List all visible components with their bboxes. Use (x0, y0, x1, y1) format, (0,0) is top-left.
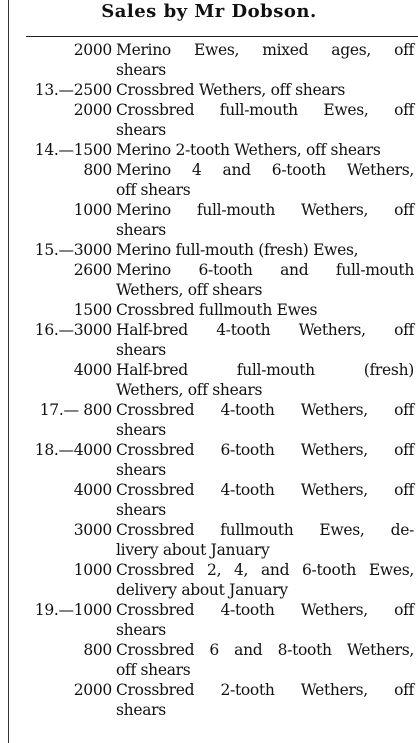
sale-description (112, 100, 418, 140)
sale-description (112, 480, 418, 520)
sale-entry (0, 80, 418, 100)
sale-description-line: Crossbred 2, 4, and 6-tooth Ewes, (116, 561, 414, 579)
sale-description-continuation: off shears (116, 181, 191, 199)
sale-description (112, 640, 418, 680)
sale-entry (0, 300, 418, 320)
sale-description-line: Merino full-mouth Wethers, off (116, 201, 414, 219)
sale-description-continuation: Wethers, off shears (116, 381, 263, 399)
sale-entry (0, 320, 418, 360)
sale-description (112, 260, 418, 300)
sale-description-line: Merino 4 and 6-tooth Wethers, (116, 161, 414, 179)
sale-description-line: Crossbred 4-tooth Wethers, off (116, 481, 414, 499)
sale-quantity: 2000 (73, 681, 112, 699)
sale-entry (0, 680, 418, 720)
sale-quantity: 14.—1500 (34, 141, 112, 159)
sale-description-line: Crossbred Wethers, off shears (116, 81, 346, 99)
sale-description-line: Merino 6-tooth and full-mouth (116, 261, 414, 279)
sale-description (112, 320, 418, 360)
sale-entry (0, 640, 418, 680)
sales-list (0, 40, 418, 720)
sale-quantity: 3000 (73, 521, 112, 539)
sale-entry (0, 520, 418, 560)
sale-description-continuation: shears (116, 121, 166, 139)
sale-description-continuation: shears (116, 701, 166, 719)
sale-entry (0, 560, 418, 600)
sale-quantity: 18.—4000 (34, 441, 112, 459)
sale-description-continuation: shears (116, 461, 166, 479)
sale-description-line: Crossbred 2-tooth Wethers, off (116, 681, 414, 699)
sale-quantity: 15.—3000 (34, 241, 112, 259)
sale-description-line: Merino Ewes, mixed ages, off (116, 41, 414, 59)
sale-description-line: Crossbred fullmouth Ewes (116, 301, 318, 319)
heading-rule (26, 36, 418, 37)
sale-entry (0, 240, 418, 260)
sale-entry (0, 40, 418, 80)
sale-description-continuation: shears (116, 61, 166, 79)
sale-quantity: 13.—2500 (34, 81, 112, 99)
sale-description-continuation: shears (116, 221, 166, 239)
sale-quantity: 19.—1000 (34, 601, 112, 619)
sale-description (112, 200, 418, 240)
sale-description-line: Half-bred 4-tooth Wethers, off (116, 321, 414, 339)
sale-quantity: 1000 (73, 561, 112, 579)
sale-description-line: Crossbred full-mouth Ewes, off (116, 101, 414, 119)
sale-description-continuation: delivery about January (116, 581, 288, 599)
sale-description (112, 520, 418, 560)
sale-description-line: Crossbred fullmouth Ewes, de- (116, 521, 414, 539)
sale-entry (0, 160, 418, 200)
sale-description-continuation: off shears (116, 661, 191, 679)
sale-description-line: Crossbred 6 and 8-tooth Wethers, (116, 641, 414, 659)
sale-description (112, 680, 418, 720)
page-title: Sales by Mr Dobson. (101, 1, 317, 22)
sale-description (112, 240, 418, 260)
sale-description (112, 360, 418, 400)
sale-quantity: 1500 (73, 301, 112, 319)
sale-description (112, 40, 418, 80)
sale-description (112, 440, 418, 480)
sale-entry (0, 360, 418, 400)
sale-description-line: Merino 2-tooth Wethers, off shears (116, 141, 381, 159)
sale-quantity: 4000 (73, 361, 112, 379)
sale-entry (0, 200, 418, 240)
sale-entry (0, 100, 418, 140)
sale-description-line: Half-bred full-mouth (fresh) (116, 361, 414, 379)
sale-quantity: 800 (83, 161, 112, 179)
sale-description-line: Crossbred 4-tooth Wethers, off (116, 401, 414, 419)
sale-description (112, 560, 418, 600)
sale-description (112, 160, 418, 200)
sale-quantity: 800 (83, 641, 112, 659)
sale-description (112, 300, 418, 320)
sale-description-line: Crossbred 4-tooth Wethers, off (116, 601, 414, 619)
sale-description-line: Crossbred 6-tooth Wethers, off (116, 441, 414, 459)
sale-description-continuation: shears (116, 621, 166, 639)
sale-description-line: Merino full-mouth (fresh) Ewes, (116, 241, 359, 259)
sale-quantity: 2000 (73, 101, 112, 119)
sale-entry (0, 480, 418, 520)
sale-description (112, 400, 418, 440)
sale-description (112, 140, 418, 160)
sale-entry (0, 260, 418, 300)
sale-entry (0, 440, 418, 480)
sale-quantity: 16.—3000 (34, 321, 112, 339)
sale-quantity: 4000 (73, 481, 112, 499)
sale-description (112, 600, 418, 640)
sale-quantity: 2000 (73, 41, 112, 59)
sale-entry (0, 400, 418, 440)
sale-description-continuation: shears (116, 341, 166, 359)
sale-description-continuation: shears (116, 501, 166, 519)
sale-description-continuation: Wethers, off shears (116, 281, 263, 299)
sale-entry (0, 600, 418, 640)
sale-quantity: 2600 (73, 261, 112, 279)
sale-quantity: 1000 (73, 201, 112, 219)
sale-description (112, 80, 418, 100)
sale-entry (0, 140, 418, 160)
sale-description-continuation: shears (116, 421, 166, 439)
sale-quantity: 17.— 800 (39, 401, 112, 419)
sale-description-continuation: livery about January (116, 541, 270, 559)
